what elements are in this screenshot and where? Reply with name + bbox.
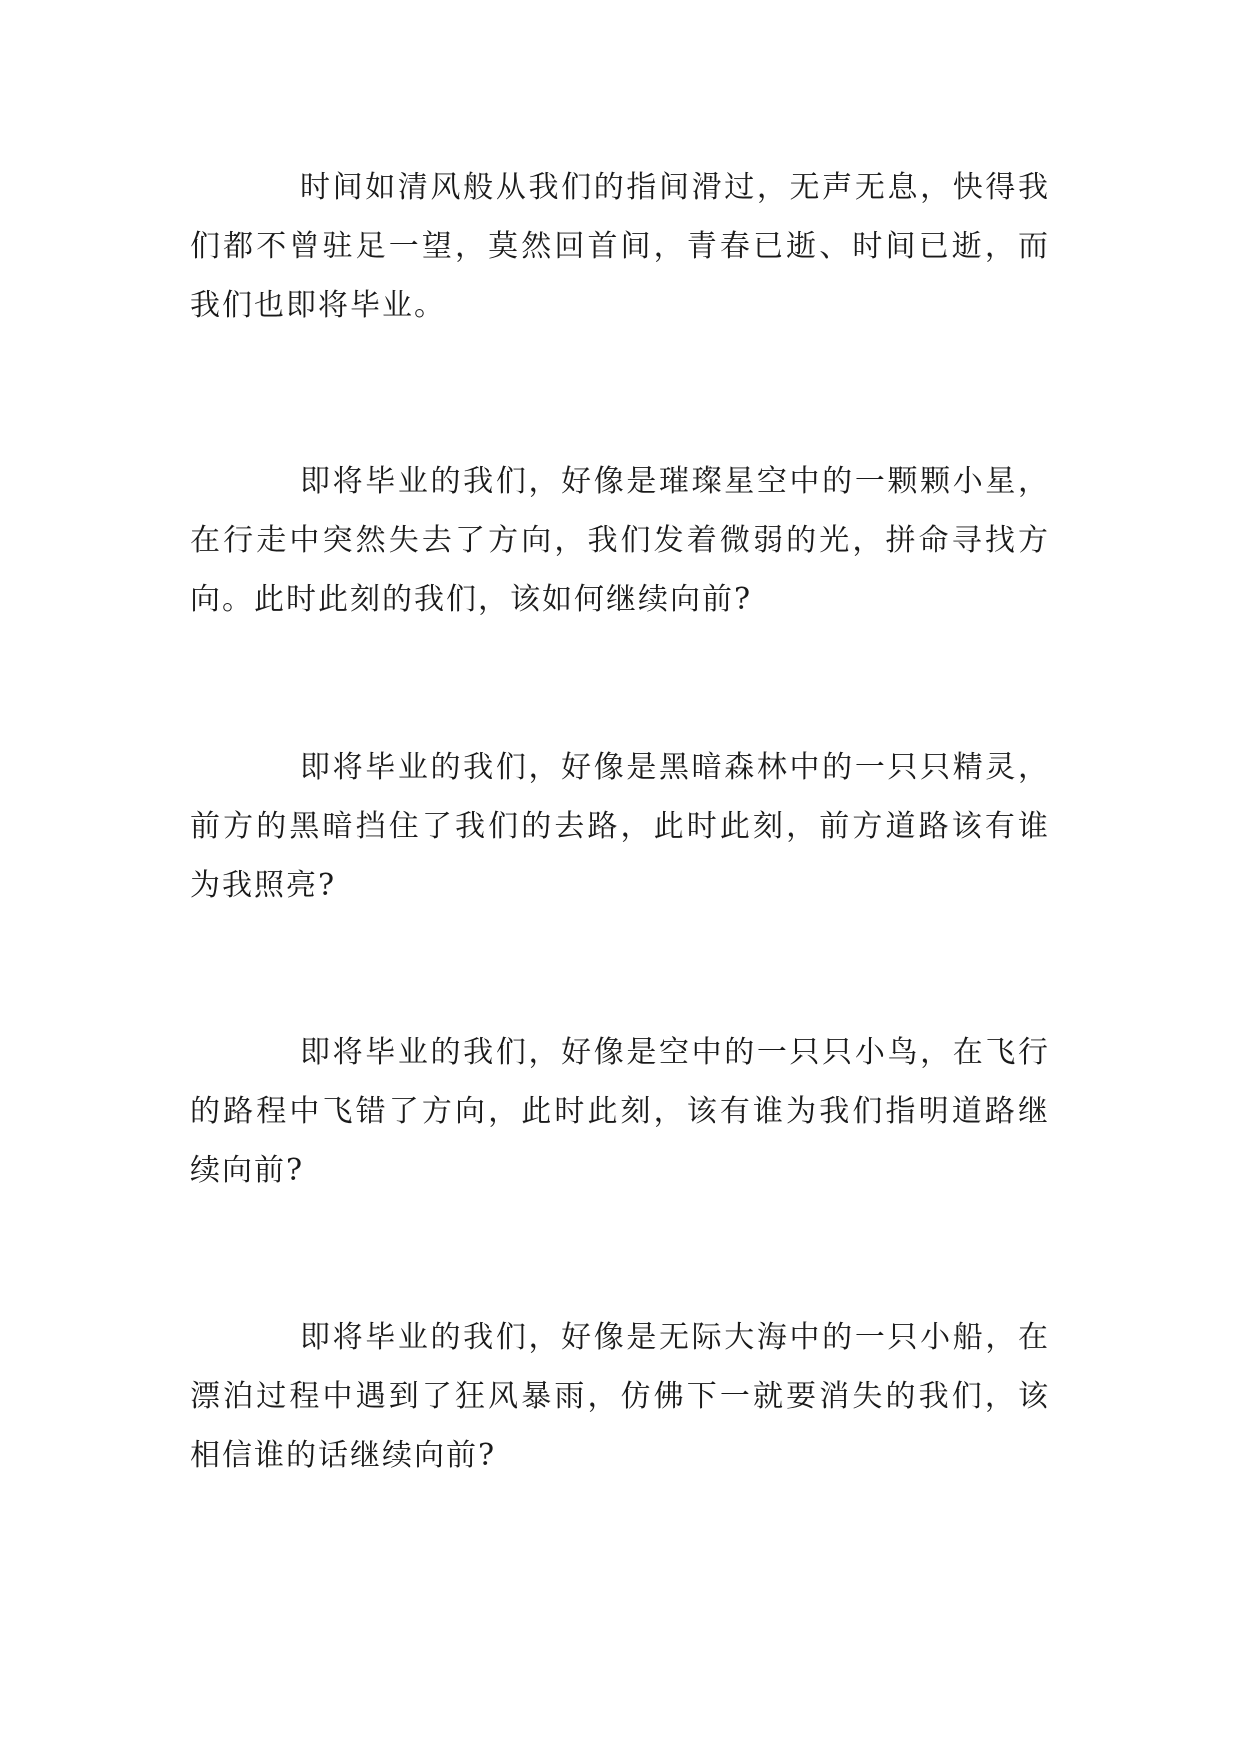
paragraph-3: 即将毕业的我们，好像是黑暗森林中的一只只精灵，前方的黑暗挡住了我们的去路，此时此刻，前方道路该有谁为我照亮? xyxy=(190,750,1050,903)
paragraph-4: 即将毕业的我们，好像是空中的一只只小鸟，在飞行的路程中飞错了方向，此时此刻，该有谁为我们指明道路继续向前? xyxy=(190,1035,1050,1188)
paragraph-5: 即将毕业的我们，好像是无际大海中的一只小船，在漂泊过程中遇到了狂风暴雨，仿佛下一就要消失的我们，该相信谁的话继续向前? xyxy=(190,1320,1050,1473)
paragraph-2: 即将毕业的我们，好像是璀璨星空中的一颗颗小星，在行走中突然失去了方向，我们发着微弱的光，拼命寻找方向。此时此刻的我们，该如何继续向前? xyxy=(190,464,1050,617)
paragraph-1: 时间如清风般从我们的指间滑过，无声无息，快得我们都不曾驻足一望，莫然回首间，青春已逝、时间已逝，而我们也即将毕业。 xyxy=(190,170,1050,323)
